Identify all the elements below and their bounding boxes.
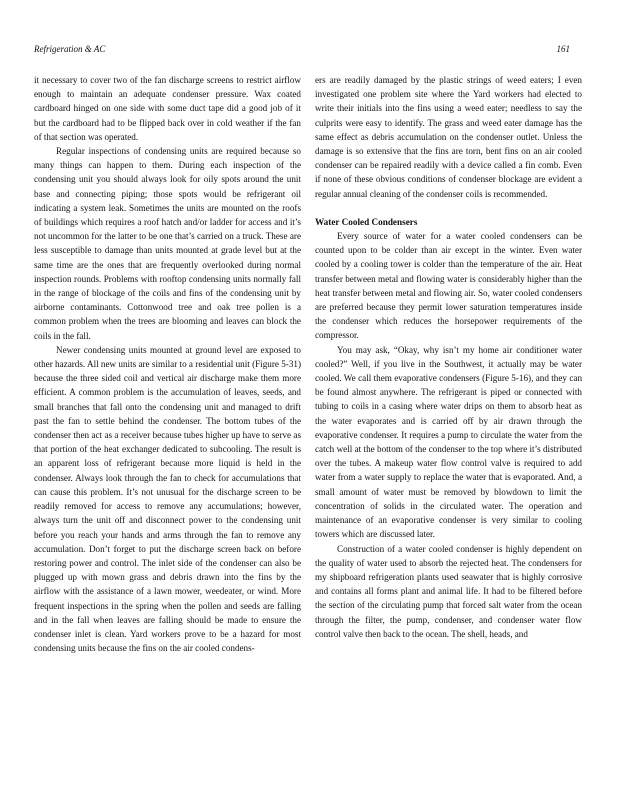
paragraph: Newer condensing units mounted at ground level are exposed to other hazards. All new units are similar to a residential unit (Figure 5-31) because the three sided coil and vertical air discharge make them more efficient. A common problem is the accumulation of leaves, seeds, and small branches that fall onto the condensing unit and managed to drift past the fan to settle behind the condenser. The bottom tubes of the condenser then act as a receiver because tubes higher up have to serve as that portion of the heat exchanger dedicated to subcooling. The result is an apparent loss of refrigerant because more liquid is held in the condenser. Always look through the fan to check for accumulations that can cause this problem. It’s not unusual for the discharge screen to be readily removed for access to remove any accumulations; however, always turn the unit off and disconnect power to the condensing unit before you reach your hands and arms through the fan to remove any accumulation. Don’t forget to put the discharge screen back on before restoring power and control. The inlet side of the condenser can also be plugged up with mown grass and debris drawn into the fins by the airflow with the assistance of a lawn mower, weedeater, or wind. More frequent inspections in the spring when the pollen and seeds are falling and in the fall when leaves are falling should be made to ensure the condenser inlet is clean. Yard workers prove to be a hazard for most condensing units because the fins on the air cooled condens-	[34, 344, 301, 654]
paragraph: Every source of water for a water cooled condensers can be counted upon to be colder than air except in the winter. Even water cooled by a cooling tower is colder than the temperature of the air. Heat transfer between metal and flowing water is considerably higher than the heat transfer between metal and flowing air. So, water cooled condensers are preferred because they permit lower saturation temperatures inside the condenser which reduces the horsepower requirements of the compressor.	[315, 231, 582, 341]
paragraph: You may ask, “Okay, why isn’t my home air conditioner water cooled?” Well, if you live in the Southwest, it actually may be water cooled. We call them evaporative condensers (Figure 5-16), and they can be found almost anywhere. The refrigerant is piped or connected with tubing to coils in a casing where water drips on them to absorb heat as the water evaporates and is carried off by air drawn through the evaporative condenser. It requires a pump to circulate the water from the catch well at the bottom of the condenser to the top where it’s distributed over the tubes. A makeup water flow control valve is required to add water from a water supply to replace the water that is evaporated. And, a small amount of water must be removed by blowdown to limit the concentration of solids in the circulated water. The operation and maintenance of an evaporative condenser is very similar to cooling towers which are discussed later.	[315, 344, 582, 540]
paragraph: Regular inspections of condensing units are required because so many things can happen to them. During each inspection of the condensing unit you should always look for oily spots around the unit base and connecting piping; those spots would be refrigerant oil indicating a system leak. Sometimes the units are mounted on the roofs of buildings which requires a roof hatch and/or ladder for access and it’s not uncommon for the latter to be one that’s carried on a truck. These are less susceptible to damage than units mounted at grade level but at the same time are the ones that are frequently overlooked during normal inspection rounds. Problems with rooftop condensing units normally fall in the range of blockage of the coils and fins of the condensing unit by airborne contaminants. Cottonwood tree and oak tree pollen is a common problem when the trees are blooming and leaves can block the coils in the fall.	[34, 146, 301, 341]
running-title: Refrigeration & AC	[34, 44, 106, 54]
left-column	[34, 73, 301, 655]
paragraph: it necessary to cover two of the fan discharge screens to restrict airflow enough to maintain an adequate condenser pressure. Wax coated cardboard hinged on one side with some duct tape did a good job of it but the cardboard had to be flipped back over in cold weather if the fan of that section was operated.	[34, 75, 301, 142]
section-heading: Water Cooled Condensers	[315, 216, 418, 227]
paragraph: Construction of a water cooled condenser is highly dependent on the quality of water used to absorb the rejected heat. The condensers for my shipboard refrigeration plants used seawater that is highly corrosive and contains all forms plant and animal life. It had to be filtered before the section of the circulating pump that forced salt water from the ocean through the filter, the pump, condenser, and condenser water flow control valve then back to the ocean. The shell, heads, and	[315, 543, 582, 639]
paragraph: ers are readily damaged by the plastic strings of weed eaters; I even investigated one problem site where the Yard workers had elected to write their initials into the fins using a weed eater; needless to say the culprits were easy to identify. The grass and weed eater damage has the same effect as debris accumulation on the condenser outlet. Unless the damage is so extensive that the fins are torn, bent fins on an air cooled condenser can be repaired readily with a device called a fin comb. Even if none of these obvious conditions of condenser blockage are evident a regular annual cleaning of the condenser coils is recommended.	[315, 75, 582, 199]
right-column	[315, 73, 582, 641]
running-header	[34, 44, 570, 58]
page-number: 161	[556, 44, 570, 54]
